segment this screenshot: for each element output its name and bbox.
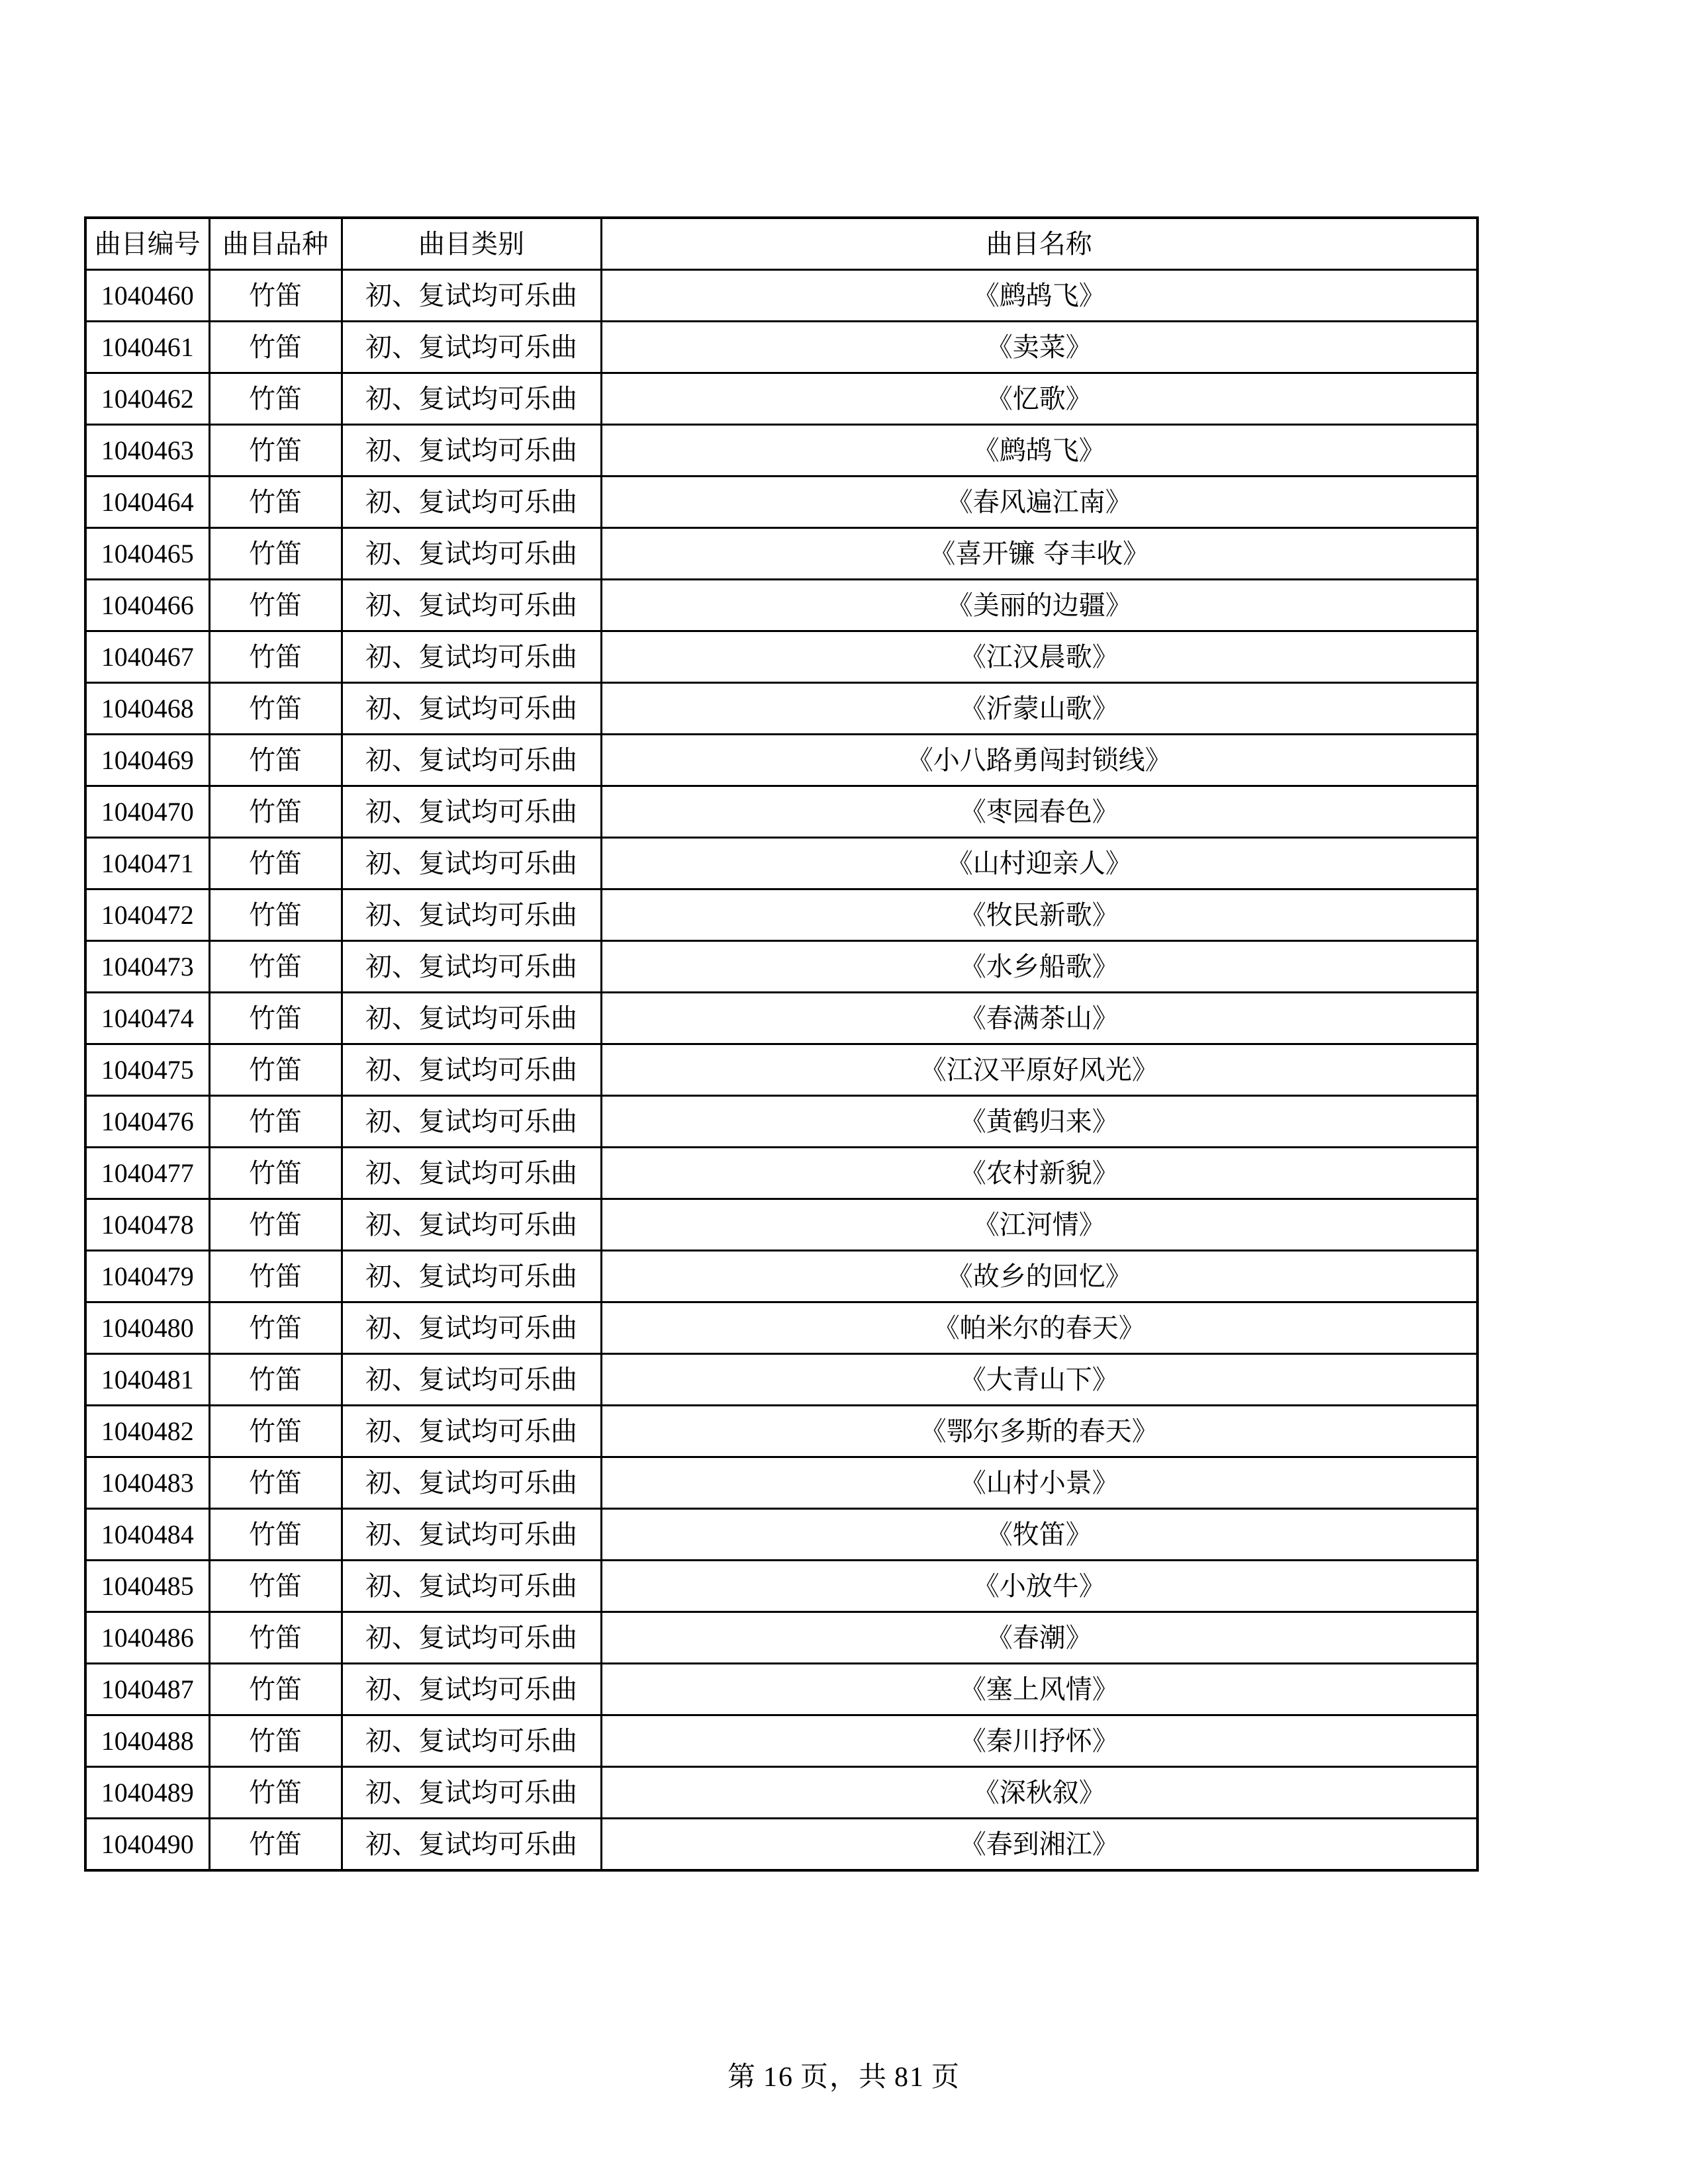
- cell-id: 1040469: [85, 735, 209, 786]
- footer-total-pages: 81: [894, 2062, 925, 2093]
- cell-category: 初、复试均可乐曲: [342, 1251, 601, 1302]
- table-row: [85, 1406, 1477, 1457]
- cell-id: 1040484: [85, 1509, 209, 1561]
- cell-kind: 竹笛: [209, 1612, 342, 1664]
- table-row: [85, 528, 1477, 580]
- cell-id: 1040462: [85, 373, 209, 425]
- table-row: [85, 1199, 1477, 1251]
- cell-category: 初、复试均可乐曲: [342, 1509, 601, 1561]
- cell-id: 1040479: [85, 1251, 209, 1302]
- cell-category: 初、复试均可乐曲: [342, 1561, 601, 1612]
- cell-name: 《小放牛》: [601, 1561, 1477, 1612]
- cell-id: 1040477: [85, 1148, 209, 1199]
- cell-category: 初、复试均可乐曲: [342, 1612, 601, 1664]
- cell-name: 《秦川抒怀》: [601, 1715, 1477, 1767]
- cell-category: 初、复试均可乐曲: [342, 631, 601, 683]
- header-category: 曲目类别: [342, 218, 601, 270]
- cell-name: 《春到湘江》: [601, 1819, 1477, 1871]
- cell-kind: 竹笛: [209, 528, 342, 580]
- table-row: [85, 1148, 1477, 1199]
- cell-name: 《深秋叙》: [601, 1767, 1477, 1819]
- cell-name: 《帕米尔的春天》: [601, 1302, 1477, 1354]
- table-row: [85, 993, 1477, 1044]
- table-row: [85, 838, 1477, 889]
- table-row: [85, 1302, 1477, 1354]
- cell-kind: 竹笛: [209, 1406, 342, 1457]
- cell-kind: 竹笛: [209, 580, 342, 631]
- cell-id: 1040489: [85, 1767, 209, 1819]
- cell-id: 1040486: [85, 1612, 209, 1664]
- cell-name: 《春满茶山》: [601, 993, 1477, 1044]
- cell-kind: 竹笛: [209, 838, 342, 889]
- cell-id: 1040461: [85, 322, 209, 373]
- cell-id: 1040490: [85, 1819, 209, 1871]
- cell-id: 1040473: [85, 941, 209, 993]
- cell-id: 1040488: [85, 1715, 209, 1767]
- cell-name: 《春风遍江南》: [601, 477, 1477, 528]
- cell-kind: 竹笛: [209, 1044, 342, 1096]
- cell-category: 初、复试均可乐曲: [342, 1715, 601, 1767]
- table-row: [85, 1251, 1477, 1302]
- cell-category: 初、复试均可乐曲: [342, 735, 601, 786]
- cell-id: 1040460: [85, 270, 209, 322]
- cell-id: 1040481: [85, 1354, 209, 1406]
- footer-middle: 页，共: [800, 2060, 888, 2093]
- cell-kind: 竹笛: [209, 941, 342, 993]
- cell-kind: 竹笛: [209, 1561, 342, 1612]
- cell-kind: 竹笛: [209, 1509, 342, 1561]
- cell-kind: 竹笛: [209, 1199, 342, 1251]
- cell-kind: 竹笛: [209, 735, 342, 786]
- footer-prefix: 第: [727, 2060, 757, 2093]
- cell-name: 《江河情》: [601, 1199, 1477, 1251]
- cell-category: 初、复试均可乐曲: [342, 1302, 601, 1354]
- cell-category: 初、复试均可乐曲: [342, 270, 601, 322]
- cell-name: 《忆歌》: [601, 373, 1477, 425]
- cell-kind: 竹笛: [209, 1819, 342, 1871]
- table-row: [85, 1664, 1477, 1715]
- cell-kind: 竹笛: [209, 1251, 342, 1302]
- cell-id: 1040475: [85, 1044, 209, 1096]
- cell-kind: 竹笛: [209, 1302, 342, 1354]
- cell-category: 初、复试均可乐曲: [342, 1767, 601, 1819]
- cell-name: 《牧民新歌》: [601, 889, 1477, 941]
- cell-id: 1040468: [85, 683, 209, 735]
- cell-name: 《喜开镰 夺丰收》: [601, 528, 1477, 580]
- cell-name: 《鹧鸪飞》: [601, 270, 1477, 322]
- cell-category: 初、复试均可乐曲: [342, 425, 601, 477]
- table-row: [85, 477, 1477, 528]
- table-row: [85, 631, 1477, 683]
- cell-name: 《枣园春色》: [601, 786, 1477, 838]
- cell-id: 1040467: [85, 631, 209, 683]
- cell-name: 《山村小景》: [601, 1457, 1477, 1509]
- cell-name: 《塞上风情》: [601, 1664, 1477, 1715]
- table-row: [85, 786, 1477, 838]
- cell-kind: 竹笛: [209, 322, 342, 373]
- cell-kind: 竹笛: [209, 1457, 342, 1509]
- cell-category: 初、复试均可乐曲: [342, 838, 601, 889]
- cell-category: 初、复试均可乐曲: [342, 786, 601, 838]
- cell-kind: 竹笛: [209, 1096, 342, 1148]
- cell-id: 1040466: [85, 580, 209, 631]
- table-row: [85, 1354, 1477, 1406]
- table-header: [85, 218, 1477, 270]
- cell-category: 初、复试均可乐曲: [342, 528, 601, 580]
- cell-name: 《江汉晨歌》: [601, 631, 1477, 683]
- cell-id: 1040464: [85, 477, 209, 528]
- table-row: [85, 889, 1477, 941]
- cell-name: 《沂蒙山歌》: [601, 683, 1477, 735]
- cell-category: 初、复试均可乐曲: [342, 580, 601, 631]
- cell-kind: 竹笛: [209, 993, 342, 1044]
- cell-category: 初、复试均可乐曲: [342, 1044, 601, 1096]
- table-row: [85, 1767, 1477, 1819]
- cell-category: 初、复试均可乐曲: [342, 941, 601, 993]
- header-kind: 曲目品种: [209, 218, 342, 270]
- cell-kind: 竹笛: [209, 1767, 342, 1819]
- cell-id: 1040487: [85, 1664, 209, 1715]
- table-row: [85, 1561, 1477, 1612]
- cell-category: 初、复试均可乐曲: [342, 373, 601, 425]
- cell-id: 1040476: [85, 1096, 209, 1148]
- cell-name: 《大青山下》: [601, 1354, 1477, 1406]
- cell-name: 《山村迎亲人》: [601, 838, 1477, 889]
- table-row: [85, 735, 1477, 786]
- table-row: [85, 1044, 1477, 1096]
- cell-name: 《牧笛》: [601, 1509, 1477, 1561]
- footer-current-page: 16: [763, 2062, 794, 2093]
- repertoire-table: [84, 216, 1479, 1872]
- cell-name: 《鹧鸪飞》: [601, 425, 1477, 477]
- table-row: [85, 1457, 1477, 1509]
- table-row: [85, 1819, 1477, 1871]
- table-row: [85, 580, 1477, 631]
- cell-kind: 竹笛: [209, 683, 342, 735]
- cell-id: 1040472: [85, 889, 209, 941]
- cell-category: 初、复试均可乐曲: [342, 1819, 601, 1871]
- cell-id: 1040478: [85, 1199, 209, 1251]
- cell-name: 《农村新貌》: [601, 1148, 1477, 1199]
- header-row: [85, 218, 1477, 270]
- cell-kind: 竹笛: [209, 1664, 342, 1715]
- table-row: [85, 941, 1477, 993]
- table-row: [85, 322, 1477, 373]
- cell-id: 1040463: [85, 425, 209, 477]
- cell-name: 《美丽的边疆》: [601, 580, 1477, 631]
- cell-kind: 竹笛: [209, 1148, 342, 1199]
- table-row: [85, 425, 1477, 477]
- cell-category: 初、复试均可乐曲: [342, 1406, 601, 1457]
- cell-category: 初、复试均可乐曲: [342, 683, 601, 735]
- table-row: [85, 1612, 1477, 1664]
- cell-category: 初、复试均可乐曲: [342, 1664, 601, 1715]
- cell-kind: 竹笛: [209, 270, 342, 322]
- cell-kind: 竹笛: [209, 477, 342, 528]
- cell-id: 1040483: [85, 1457, 209, 1509]
- cell-id: 1040471: [85, 838, 209, 889]
- cell-name: 《故乡的回忆》: [601, 1251, 1477, 1302]
- cell-name: 《春潮》: [601, 1612, 1477, 1664]
- cell-kind: 竹笛: [209, 1715, 342, 1767]
- cell-name: 《黄鹤归来》: [601, 1096, 1477, 1148]
- cell-id: 1040474: [85, 993, 209, 1044]
- cell-kind: 竹笛: [209, 373, 342, 425]
- cell-kind: 竹笛: [209, 889, 342, 941]
- cell-name: 《卖菜》: [601, 322, 1477, 373]
- cell-category: 初、复试均可乐曲: [342, 1457, 601, 1509]
- cell-id: 1040470: [85, 786, 209, 838]
- header-id: 曲目编号: [85, 218, 209, 270]
- cell-category: 初、复试均可乐曲: [342, 993, 601, 1044]
- cell-category: 初、复试均可乐曲: [342, 477, 601, 528]
- cell-name: 《小八路勇闯封锁线》: [601, 735, 1477, 786]
- cell-category: 初、复试均可乐曲: [342, 322, 601, 373]
- header-name: 曲目名称: [601, 218, 1477, 270]
- cell-kind: 竹笛: [209, 631, 342, 683]
- cell-kind: 竹笛: [209, 425, 342, 477]
- cell-id: 1040482: [85, 1406, 209, 1457]
- table-row: [85, 1509, 1477, 1561]
- table-row: [85, 683, 1477, 735]
- table-row: [85, 1715, 1477, 1767]
- table-row: [85, 373, 1477, 425]
- cell-id: 1040465: [85, 528, 209, 580]
- table-row: [85, 270, 1477, 322]
- cell-kind: 竹笛: [209, 1354, 342, 1406]
- cell-name: 《鄂尔多斯的春天》: [601, 1406, 1477, 1457]
- cell-category: 初、复试均可乐曲: [342, 1354, 601, 1406]
- cell-id: 1040485: [85, 1561, 209, 1612]
- cell-name: 《水乡船歌》: [601, 941, 1477, 993]
- cell-category: 初、复试均可乐曲: [342, 1148, 601, 1199]
- cell-id: 1040480: [85, 1302, 209, 1354]
- cell-category: 初、复试均可乐曲: [342, 889, 601, 941]
- table-row: [85, 1096, 1477, 1148]
- table-body: [85, 270, 1477, 1871]
- cell-category: 初、复试均可乐曲: [342, 1199, 601, 1251]
- page-footer: [0, 2055, 1688, 2095]
- cell-name: 《江汉平原好风光》: [601, 1044, 1477, 1096]
- footer-suffix: 页: [931, 2060, 961, 2093]
- cell-kind: 竹笛: [209, 786, 342, 838]
- cell-category: 初、复试均可乐曲: [342, 1096, 601, 1148]
